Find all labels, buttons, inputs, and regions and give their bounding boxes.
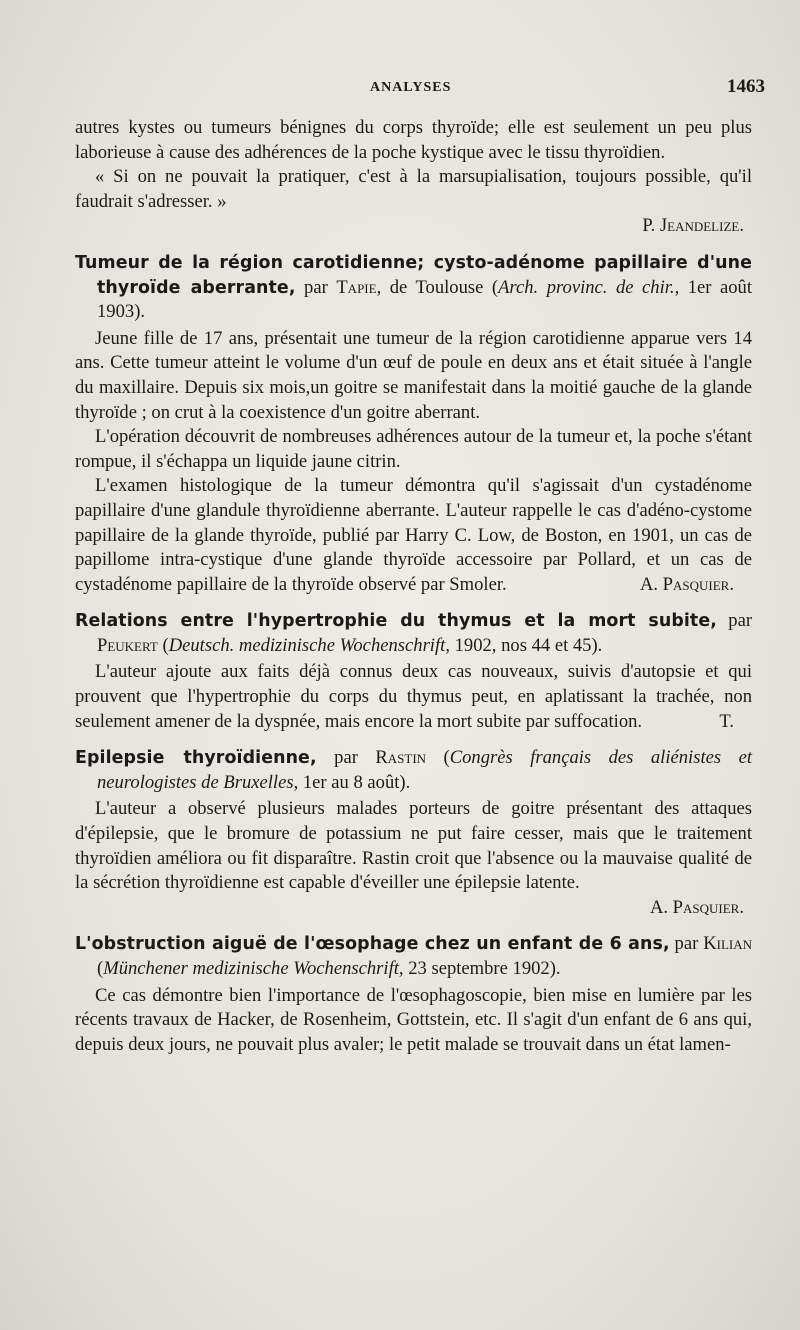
paragraph: autres kystes ou tumeurs bénignes du corps thyroïde; elle est seulement un peu plus laborieuse à cause des adhérences de la poche kystique avec le tissu thyroïdien. bbox=[75, 117, 752, 163]
article-title: L'obstruction aiguë de l'œsophage chez un enfant de 6 ans, bbox=[75, 934, 670, 955]
article-author: Tapie bbox=[336, 276, 377, 298]
article-heading bbox=[75, 932, 752, 981]
paragraph bbox=[75, 474, 752, 597]
article-journal: Congrès français des aliénistes et neurologistes de Bruxelles bbox=[97, 747, 753, 793]
article-author: Peukert bbox=[97, 634, 158, 656]
paragraph: Ce cas démontre bien l'importance de l'œsophagoscopie, bien mise en lumière par les récents travaux de Hacker, de Rosenheim, Gottstein, etc. Il s'agit d'un enfant de 6 ans qui, depuis deux jours, ne pouvait plus avaler; le petit malade se trouvait dans un état lamen- bbox=[75, 984, 752, 1055]
article-ref-pre: ( bbox=[97, 958, 104, 979]
article-title: Epilepsie thyroïdienne, bbox=[75, 748, 317, 769]
article-title: Relations entre l'hypertrophie du thymus et la mort subite, bbox=[75, 611, 717, 632]
paragraph bbox=[75, 660, 752, 734]
running-head-title: ANALYSES bbox=[370, 80, 452, 95]
page-body bbox=[75, 116, 752, 1057]
signature: A. Pasquier. bbox=[639, 573, 734, 595]
article-by: par bbox=[716, 610, 753, 632]
article-author: Kilian bbox=[703, 933, 752, 955]
signature: A. Pasquier. bbox=[649, 896, 744, 918]
running-head bbox=[0, 76, 800, 102]
article-journal: Arch. provinc. de chir. bbox=[498, 276, 675, 298]
paragraph: Jeune fille de 17 ans, présentait une tumeur de la région carotidienne apparue vers 14 ans. Cette tumeur atteint le volume d'un œuf de poule en deux ans et était située à l'angle du maxillaire. Depuis six mois,un goitre se manifestait dans la moitié gauche de la glande thyroïde ; on crut à la coexistence d'un goitre aberrant. bbox=[75, 327, 752, 423]
article-by: par bbox=[669, 933, 704, 955]
signature: T. bbox=[719, 710, 734, 732]
article-heading bbox=[75, 609, 752, 658]
paragraph: L'auteur a observé plusieurs malades porteurs de goitre présentant des attaques d'épilepsie, que le bromure de potassium ne put faire cesser, mais que le traitement thyroïdien améliora ou fit disparaître. Rastin croit que l'absence ou la mauvaise qualité de la sécrétion thyroïdienne est capable d'éveiller une épilepsie latente. bbox=[75, 798, 752, 894]
paragraph: « Si on ne pouvait la pratiquer, c'est à la marsupialisation, toujours possible, qu'il faudrait s'adresser. » bbox=[75, 166, 752, 212]
article-heading bbox=[75, 746, 752, 795]
article-ref-post: , 1er au 8 août). bbox=[293, 771, 411, 793]
article-by: par bbox=[295, 276, 337, 298]
article-author: Rastin bbox=[375, 747, 427, 769]
article-ref-pre: ( bbox=[157, 634, 169, 656]
article-heading bbox=[75, 251, 752, 325]
article-journal: Münchener medizinische Wochenschrift bbox=[103, 958, 399, 979]
article-title: Tumeur de la région carotidienne; cysto-adénome papillaire d'une thyroïde aberrante, bbox=[75, 252, 752, 298]
article-ref-pre: ( bbox=[426, 747, 450, 769]
paragraph: L'opération découvrit de nombreuses adhérences autour de la tumeur et, la poche s'étant rompue, il s'échappa un liquide jaune citrin. bbox=[75, 426, 752, 472]
article-ref-post: , 1902, nos 44 et 45). bbox=[445, 634, 603, 656]
paragraph-text: L'auteur ajoute aux faits déjà connus deux cas nouveaux, suivis d'autopsie et qui prouvent que l'hypertrophie du corps du thymus peut, en aplatissant la trachée, non seulement amener de la dyspnée, mais encore la mort subite par suffocation. bbox=[75, 661, 752, 732]
page-number: 1463 bbox=[727, 76, 765, 97]
paragraph-text: L'examen histologique de la tumeur démontra qu'il s'agissait d'un cystadénome papillaire d'une glandule thyroïdienne aberrante. L'auteur rappelle le cas d'adéno-cystome papillaire de la glande thyroïde, publié par Harry C. Low, de Boston, en 1901, un cas de papillome intra-cystique d'une glande thyroïde accessoire par Pollard, et un cas de cystadénome papillaire de la thyroïde observé par Smoler. bbox=[75, 475, 752, 595]
article-by: par bbox=[316, 747, 376, 769]
article-ref-post: , 23 septembre 1902). bbox=[398, 958, 561, 979]
article-ref-post: , 1er août 1903). bbox=[97, 276, 752, 323]
article-journal: Deutsch. medizinische Wochenschrift bbox=[168, 634, 446, 656]
signature: P. Jeandelize. bbox=[642, 215, 744, 237]
article-ref-pre: , de Toulouse ( bbox=[376, 276, 499, 298]
